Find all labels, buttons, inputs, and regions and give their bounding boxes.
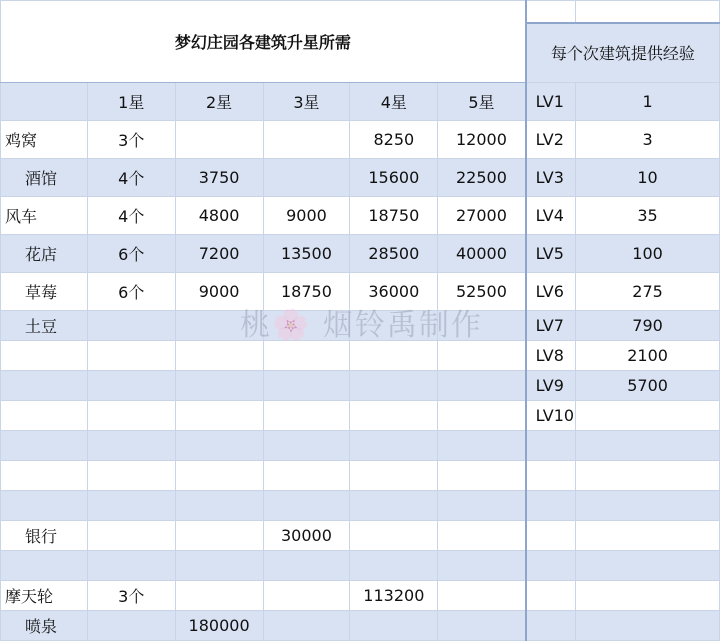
star-cost-cell[interactable]: 13500 <box>263 235 350 273</box>
star-cost-cell[interactable] <box>438 611 526 641</box>
star-cost-cell[interactable] <box>263 159 350 197</box>
star-cost-cell[interactable] <box>438 581 526 611</box>
star-header: 2星 <box>175 83 263 121</box>
star-cost-cell[interactable]: 3个 <box>87 581 175 611</box>
level-label: LV8 <box>526 341 576 371</box>
table-row <box>1 611 720 641</box>
level-label: LV2 <box>526 121 576 159</box>
level-exp: 2100 <box>576 341 720 371</box>
level-exp: 790 <box>576 311 720 341</box>
table-row <box>1 235 720 273</box>
level-label: LV3 <box>526 159 576 197</box>
table-row <box>1 461 720 491</box>
table-row <box>1 581 720 611</box>
level-exp <box>576 461 720 491</box>
level-label: LV6 <box>526 273 576 311</box>
star-cost-cell[interactable]: 9000 <box>263 197 350 235</box>
star-header: 1星 <box>87 83 175 121</box>
star-cost-cell[interactable] <box>350 551 438 581</box>
level-label: LV10 <box>526 401 576 431</box>
level-label: LV5 <box>526 235 576 273</box>
level-exp: 35 <box>576 197 720 235</box>
star-cost-cell[interactable] <box>438 521 526 551</box>
star-header: 3星 <box>263 83 350 121</box>
star-cost-cell[interactable] <box>350 341 438 371</box>
level-exp <box>576 581 720 611</box>
level-label <box>526 491 576 521</box>
star-cost-cell[interactable]: 3个 <box>87 121 175 159</box>
star-header-row <box>1 83 720 121</box>
building-name[interactable] <box>1 461 88 491</box>
table-row <box>1 311 720 341</box>
level-label <box>526 521 576 551</box>
table-row <box>1 159 720 197</box>
cell[interactable] <box>526 1 576 23</box>
star-cost-cell[interactable]: 8250 <box>350 121 438 159</box>
star-cost-cell[interactable] <box>350 491 438 521</box>
star-cost-cell[interactable] <box>175 581 263 611</box>
level-exp: 275 <box>576 273 720 311</box>
building-name[interactable]: 摩天轮 <box>1 581 88 611</box>
table-row <box>1 521 720 551</box>
level-label <box>526 461 576 491</box>
level-label: LV4 <box>526 197 576 235</box>
star-cost-cell[interactable] <box>175 311 263 341</box>
star-cost-cell[interactable] <box>438 461 526 491</box>
building-name[interactable] <box>1 341 88 371</box>
star-cost-cell[interactable] <box>263 311 350 341</box>
building-name[interactable] <box>1 551 88 581</box>
star-cost-cell[interactable]: 12000 <box>438 121 526 159</box>
table-row <box>1 197 720 235</box>
level-exp <box>576 401 720 431</box>
star-cost-cell[interactable] <box>263 341 350 371</box>
star-cost-cell[interactable]: 180000 <box>175 611 263 641</box>
star-cost-cell[interactable]: 18750 <box>350 197 438 235</box>
building-name[interactable] <box>1 491 88 521</box>
star-cost-cell[interactable] <box>350 461 438 491</box>
star-cost-cell[interactable] <box>175 121 263 159</box>
level-label <box>526 581 576 611</box>
building-name[interactable] <box>1 431 88 461</box>
level-exp <box>576 611 720 641</box>
star-cost-cell[interactable] <box>438 551 526 581</box>
star-cost-cell[interactable]: 40000 <box>438 235 526 273</box>
star-cost-cell[interactable]: 18750 <box>263 273 350 311</box>
star-cost-cell[interactable]: 28500 <box>350 235 438 273</box>
star-cost-cell[interactable] <box>350 521 438 551</box>
table-row <box>1 121 720 159</box>
star-cost-cell[interactable]: 15600 <box>350 159 438 197</box>
star-cost-cell[interactable] <box>87 311 175 341</box>
star-cost-cell[interactable] <box>87 491 175 521</box>
star-cost-cell[interactable] <box>350 431 438 461</box>
star-cost-cell[interactable]: 52500 <box>438 273 526 311</box>
level-exp <box>576 521 720 551</box>
level-exp <box>576 491 720 521</box>
star-cost-cell[interactable] <box>263 551 350 581</box>
star-cost-cell[interactable]: 22500 <box>438 159 526 197</box>
star-cost-cell[interactable] <box>87 341 175 371</box>
star-cost-cell[interactable] <box>263 581 350 611</box>
star-cost-cell[interactable] <box>87 461 175 491</box>
star-cost-cell[interactable] <box>87 401 175 431</box>
level-exp: 10 <box>576 159 720 197</box>
star-header: 5星 <box>438 83 526 121</box>
star-cost-cell[interactable]: 6个 <box>87 235 175 273</box>
star-cost-cell[interactable] <box>87 521 175 551</box>
star-cost-cell[interactable] <box>175 401 263 431</box>
star-cost-cell[interactable]: 4个 <box>87 197 175 235</box>
star-cost-cell[interactable] <box>175 341 263 371</box>
star-cost-cell[interactable] <box>438 491 526 521</box>
building-name[interactable]: 花店 <box>1 235 88 273</box>
level-exp: 5700 <box>576 371 720 401</box>
level-exp: 3 <box>576 121 720 159</box>
building-name[interactable] <box>1 401 88 431</box>
star-cost-cell[interactable] <box>438 341 526 371</box>
star-cost-cell[interactable] <box>175 521 263 551</box>
star-cost-cell[interactable]: 9000 <box>175 273 263 311</box>
star-cost-cell[interactable] <box>175 461 263 491</box>
star-cost-cell[interactable]: 27000 <box>438 197 526 235</box>
star-cost-cell[interactable] <box>87 431 175 461</box>
star-cost-cell[interactable] <box>175 371 263 401</box>
cell[interactable] <box>576 1 720 23</box>
building-name[interactable]: 喷泉 <box>1 611 88 641</box>
star-cost-cell[interactable] <box>438 371 526 401</box>
star-cost-cell[interactable] <box>87 551 175 581</box>
building-name[interactable]: 草莓 <box>1 273 88 311</box>
level-label: LV7 <box>526 311 576 341</box>
level-label <box>526 611 576 641</box>
building-name[interactable]: 鸡窝 <box>1 121 88 159</box>
star-cost-cell[interactable] <box>263 611 350 641</box>
star-cost-cell[interactable] <box>350 311 438 341</box>
top-row <box>1 1 720 23</box>
building-name[interactable]: 风车 <box>1 197 88 235</box>
header-corner[interactable] <box>1 83 88 121</box>
star-cost-cell[interactable]: 4个 <box>87 159 175 197</box>
star-cost-cell[interactable] <box>350 611 438 641</box>
building-name[interactable]: 酒馆 <box>1 159 88 197</box>
star-cost-cell[interactable] <box>263 401 350 431</box>
star-cost-cell[interactable]: 113200 <box>350 581 438 611</box>
level-label <box>526 551 576 581</box>
star-cost-cell[interactable]: 36000 <box>350 273 438 311</box>
star-cost-cell[interactable]: 6个 <box>87 273 175 311</box>
star-cost-cell[interactable]: 7200 <box>175 235 263 273</box>
star-cost-cell[interactable] <box>263 121 350 159</box>
level-exp <box>576 431 720 461</box>
table-row <box>1 273 720 311</box>
table-row <box>1 491 720 521</box>
level-exp <box>576 551 720 581</box>
building-name[interactable]: 银行 <box>1 521 88 551</box>
star-cost-cell[interactable]: 30000 <box>263 521 350 551</box>
star-cost-cell[interactable]: 3750 <box>175 159 263 197</box>
star-cost-cell[interactable] <box>438 311 526 341</box>
level-label: LV9 <box>526 371 576 401</box>
table-row <box>1 371 720 401</box>
level-label <box>526 431 576 461</box>
level-label: LV1 <box>526 83 576 121</box>
watermark: 桃🌸 烟铃禹制作 <box>240 308 483 343</box>
star-cost-cell[interactable] <box>350 401 438 431</box>
exp-title: 每个次建筑提供经验 <box>526 23 720 83</box>
star-cost-cell[interactable] <box>175 491 263 521</box>
sheet-title: 梦幻庄园各建筑升星所需 <box>1 1 526 83</box>
level-exp: 1 <box>576 83 720 121</box>
star-cost-cell[interactable] <box>87 371 175 401</box>
star-cost-cell[interactable] <box>438 431 526 461</box>
star-cost-cell[interactable] <box>175 551 263 581</box>
star-cost-cell[interactable] <box>263 431 350 461</box>
star-cost-cell[interactable] <box>87 611 175 641</box>
star-header: 4星 <box>350 83 438 121</box>
star-cost-cell[interactable] <box>263 371 350 401</box>
star-cost-cell[interactable] <box>350 371 438 401</box>
building-name[interactable] <box>1 371 88 401</box>
level-exp: 100 <box>576 235 720 273</box>
building-name[interactable]: 土豆 <box>1 311 88 341</box>
star-cost-cell[interactable] <box>438 401 526 431</box>
star-cost-cell[interactable] <box>263 461 350 491</box>
star-cost-cell[interactable] <box>263 491 350 521</box>
table-row <box>1 341 720 371</box>
star-cost-cell[interactable] <box>175 431 263 461</box>
table-row <box>1 401 720 431</box>
table-row <box>1 551 720 581</box>
table-row <box>1 431 720 461</box>
star-cost-cell[interactable]: 4800 <box>175 197 263 235</box>
